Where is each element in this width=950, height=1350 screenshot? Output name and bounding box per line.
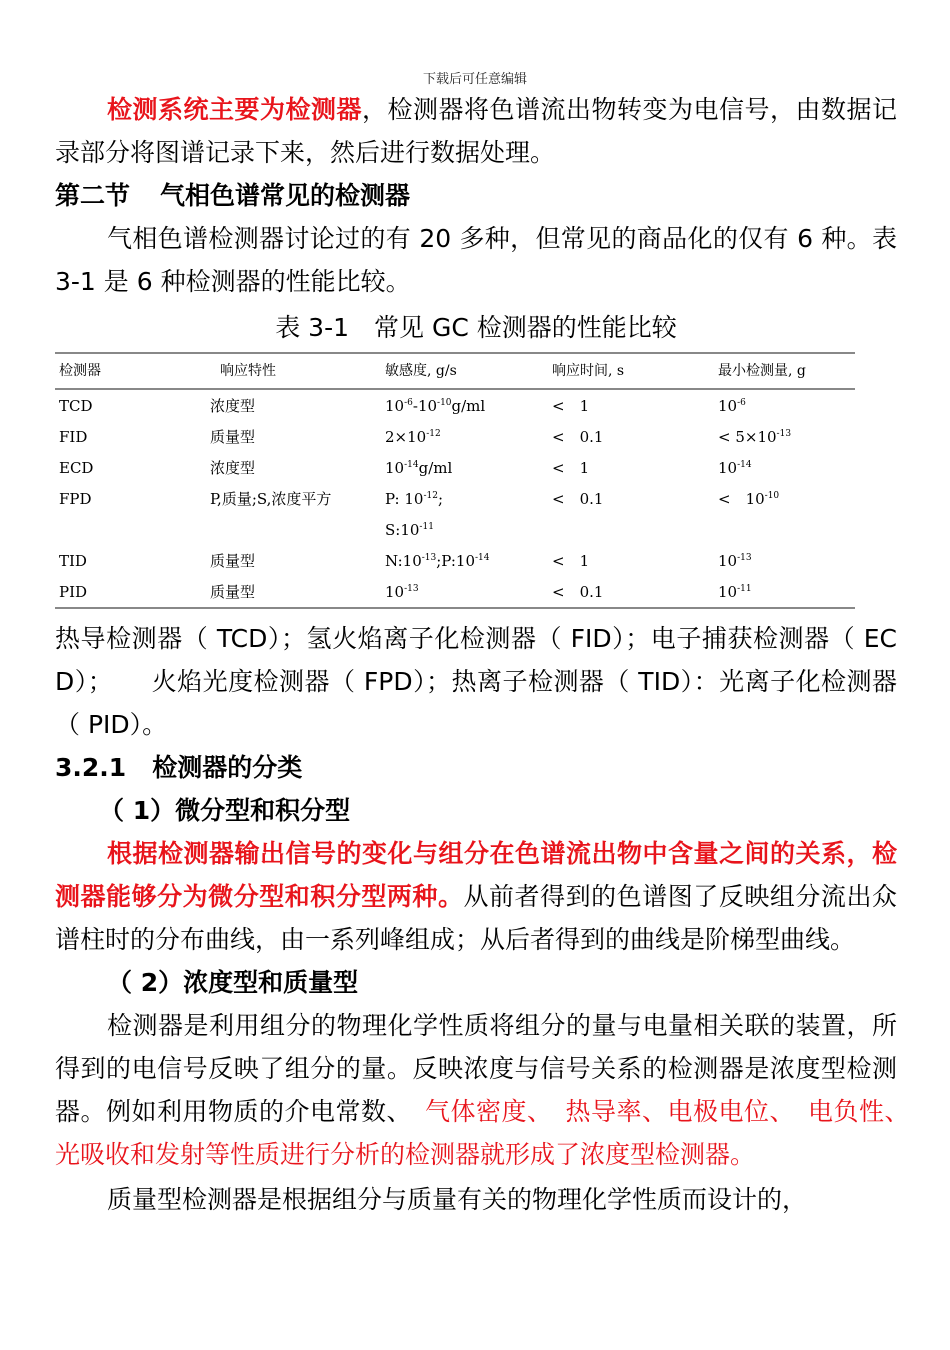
cell-sensitivity: $10^{-13}$ xyxy=(381,576,548,608)
highlight-text: 气体密度、 热导率、电极电位、 电负性、 光吸收和发射等性质进行分析的检测器就形成了浓度型检测器。 xyxy=(55,1097,922,1169)
cell-min-detect: $10^{-13}$ xyxy=(718,551,752,570)
cell-response: 质量型 xyxy=(206,576,381,608)
table-row xyxy=(55,545,855,576)
cell-detector: TID xyxy=(59,551,87,570)
cell-min-detect: $10^{-14}$ xyxy=(718,458,752,477)
paragraph-detection-system xyxy=(55,88,897,174)
body-text: 检测器是利用组分的物理化学性质将组分的量与电量相关联的装置，所得到的电信号反映了组分的量。反映浓度与信号关系的检测器是浓度型检测器。例如利用物质的介电常数、 xyxy=(55,1011,897,1126)
cell-detector: TCD xyxy=(59,396,93,415)
section-number: 第二节 xyxy=(55,181,131,210)
cell-response-time: < 0.1 xyxy=(552,490,604,508)
paragraph-mass-type: 质量型检测器是根据组分与质量有关的物理化学性质而设计的， xyxy=(107,1185,808,1214)
cell-response-time: < 1 xyxy=(552,459,590,477)
subsection-title: 检测器的分类 xyxy=(152,753,303,782)
cell-sensitivity: $10^{-14}g/ml$ xyxy=(385,458,453,477)
cell-detector: ECD xyxy=(59,458,94,477)
body-text: 从前者得到的色谱图了反映组分流出众谱柱时的分布曲线，由一系列峰组成；从后者得到的曲线是阶梯型曲线。 xyxy=(55,882,897,954)
cell-response: 质量型 xyxy=(210,552,256,570)
highlight-text: 检测系统主要为检测器 xyxy=(107,95,362,124)
cell-response-time: < 0.1 xyxy=(552,428,604,446)
cell-detector: FID xyxy=(59,427,88,446)
sub-heading-differential-integral: （ 1）微分型和积分型 xyxy=(99,796,351,825)
column-header: 响应时间, s xyxy=(548,353,714,389)
paragraph-detector-abbreviations: 热导检测器（ TCD）；氢火焰离子化检测器（ FID）；电子捕获检测器（ ECD）； 火焰光度检测器（ FPD）；热离子检测器（ TID）：光离子化检测器（ PID）。 xyxy=(55,624,897,739)
column-header: 最小检测量, g xyxy=(714,353,855,389)
cell-response-time: < 0.1 xyxy=(548,576,714,608)
cell-sensitivity: P: $10^{-12}$; xyxy=(385,489,444,508)
body-text: ，检测器将色谱流出物转变为电信号，由数据记录部分将图谱记录下来，然后进行数据处理。 xyxy=(55,95,897,167)
paragraph-detector-count: 气相色谱检测器讨论过的有 20 多种，但常见的商品化的仅有 6 种。表 3-1 是 6 种检测器的性能比较。 xyxy=(55,224,897,296)
cell-response: 质量型 xyxy=(210,428,256,446)
document-body xyxy=(55,88,922,1221)
cell-sensitivity: $N:10^{-13};P:10^{-14}$ xyxy=(385,551,490,570)
column-header: 检测器 xyxy=(55,353,206,389)
table-row xyxy=(55,389,855,421)
cell-response: 浓度型 xyxy=(210,459,256,477)
cell-sensitivity: $2\times 10^{-12}$ xyxy=(385,427,441,446)
cell-min-detect: < $10^{-10}$ xyxy=(718,490,780,508)
cell-sensitivity: $10^{-6}-10^{-10}g/ml$ xyxy=(385,396,486,415)
column-header: 敏感度, g/s xyxy=(381,353,548,389)
table-row xyxy=(55,452,855,483)
table-row xyxy=(55,421,855,452)
sub-heading-concentration-mass: （ 2）浓度型和质量型 xyxy=(107,968,359,997)
cell-min-detect: $10^{-6}$ xyxy=(718,396,746,415)
paragraph-differential-integral xyxy=(55,832,897,961)
table-row-continuation xyxy=(55,514,855,545)
paragraph-concentration-type xyxy=(55,1004,922,1176)
detector-performance-table xyxy=(55,352,855,609)
highlight-text: 根据检测器输出信号的变化与组分在色谱流出物中含量之间的关系，检测器能够分为微分型和积分型两种。 xyxy=(55,839,897,911)
section-title: 气相色谱常见的检测器 xyxy=(160,181,411,210)
section-heading xyxy=(55,174,897,217)
subsection-heading xyxy=(55,746,897,789)
cell-response-time: < 1 xyxy=(552,552,590,570)
cell-response: P,质量;S,浓度平方 xyxy=(210,490,332,508)
page-header: 下载后可任意编辑 xyxy=(422,72,527,87)
cell-detector: FPD xyxy=(59,489,92,508)
subsection-number: 3.2.1 xyxy=(55,753,127,782)
table-row xyxy=(55,483,855,514)
cell-sensitivity: $S:10^{-11}$ xyxy=(385,520,434,539)
table-header-row xyxy=(55,353,855,389)
column-header: 响应特性 xyxy=(206,353,381,389)
cell-min-detect: < $5\times 10^{-13}$ xyxy=(718,427,792,446)
cell-detector: PID xyxy=(55,576,206,608)
cell-response-time: < 1 xyxy=(552,397,590,415)
table-caption: 表 3-1 常见 GC 检测器的性能比较 xyxy=(275,313,677,342)
table-row xyxy=(55,576,855,608)
cell-response: 浓度型 xyxy=(210,397,256,415)
cell-min-detect: $10^{-11}$ xyxy=(714,576,855,608)
